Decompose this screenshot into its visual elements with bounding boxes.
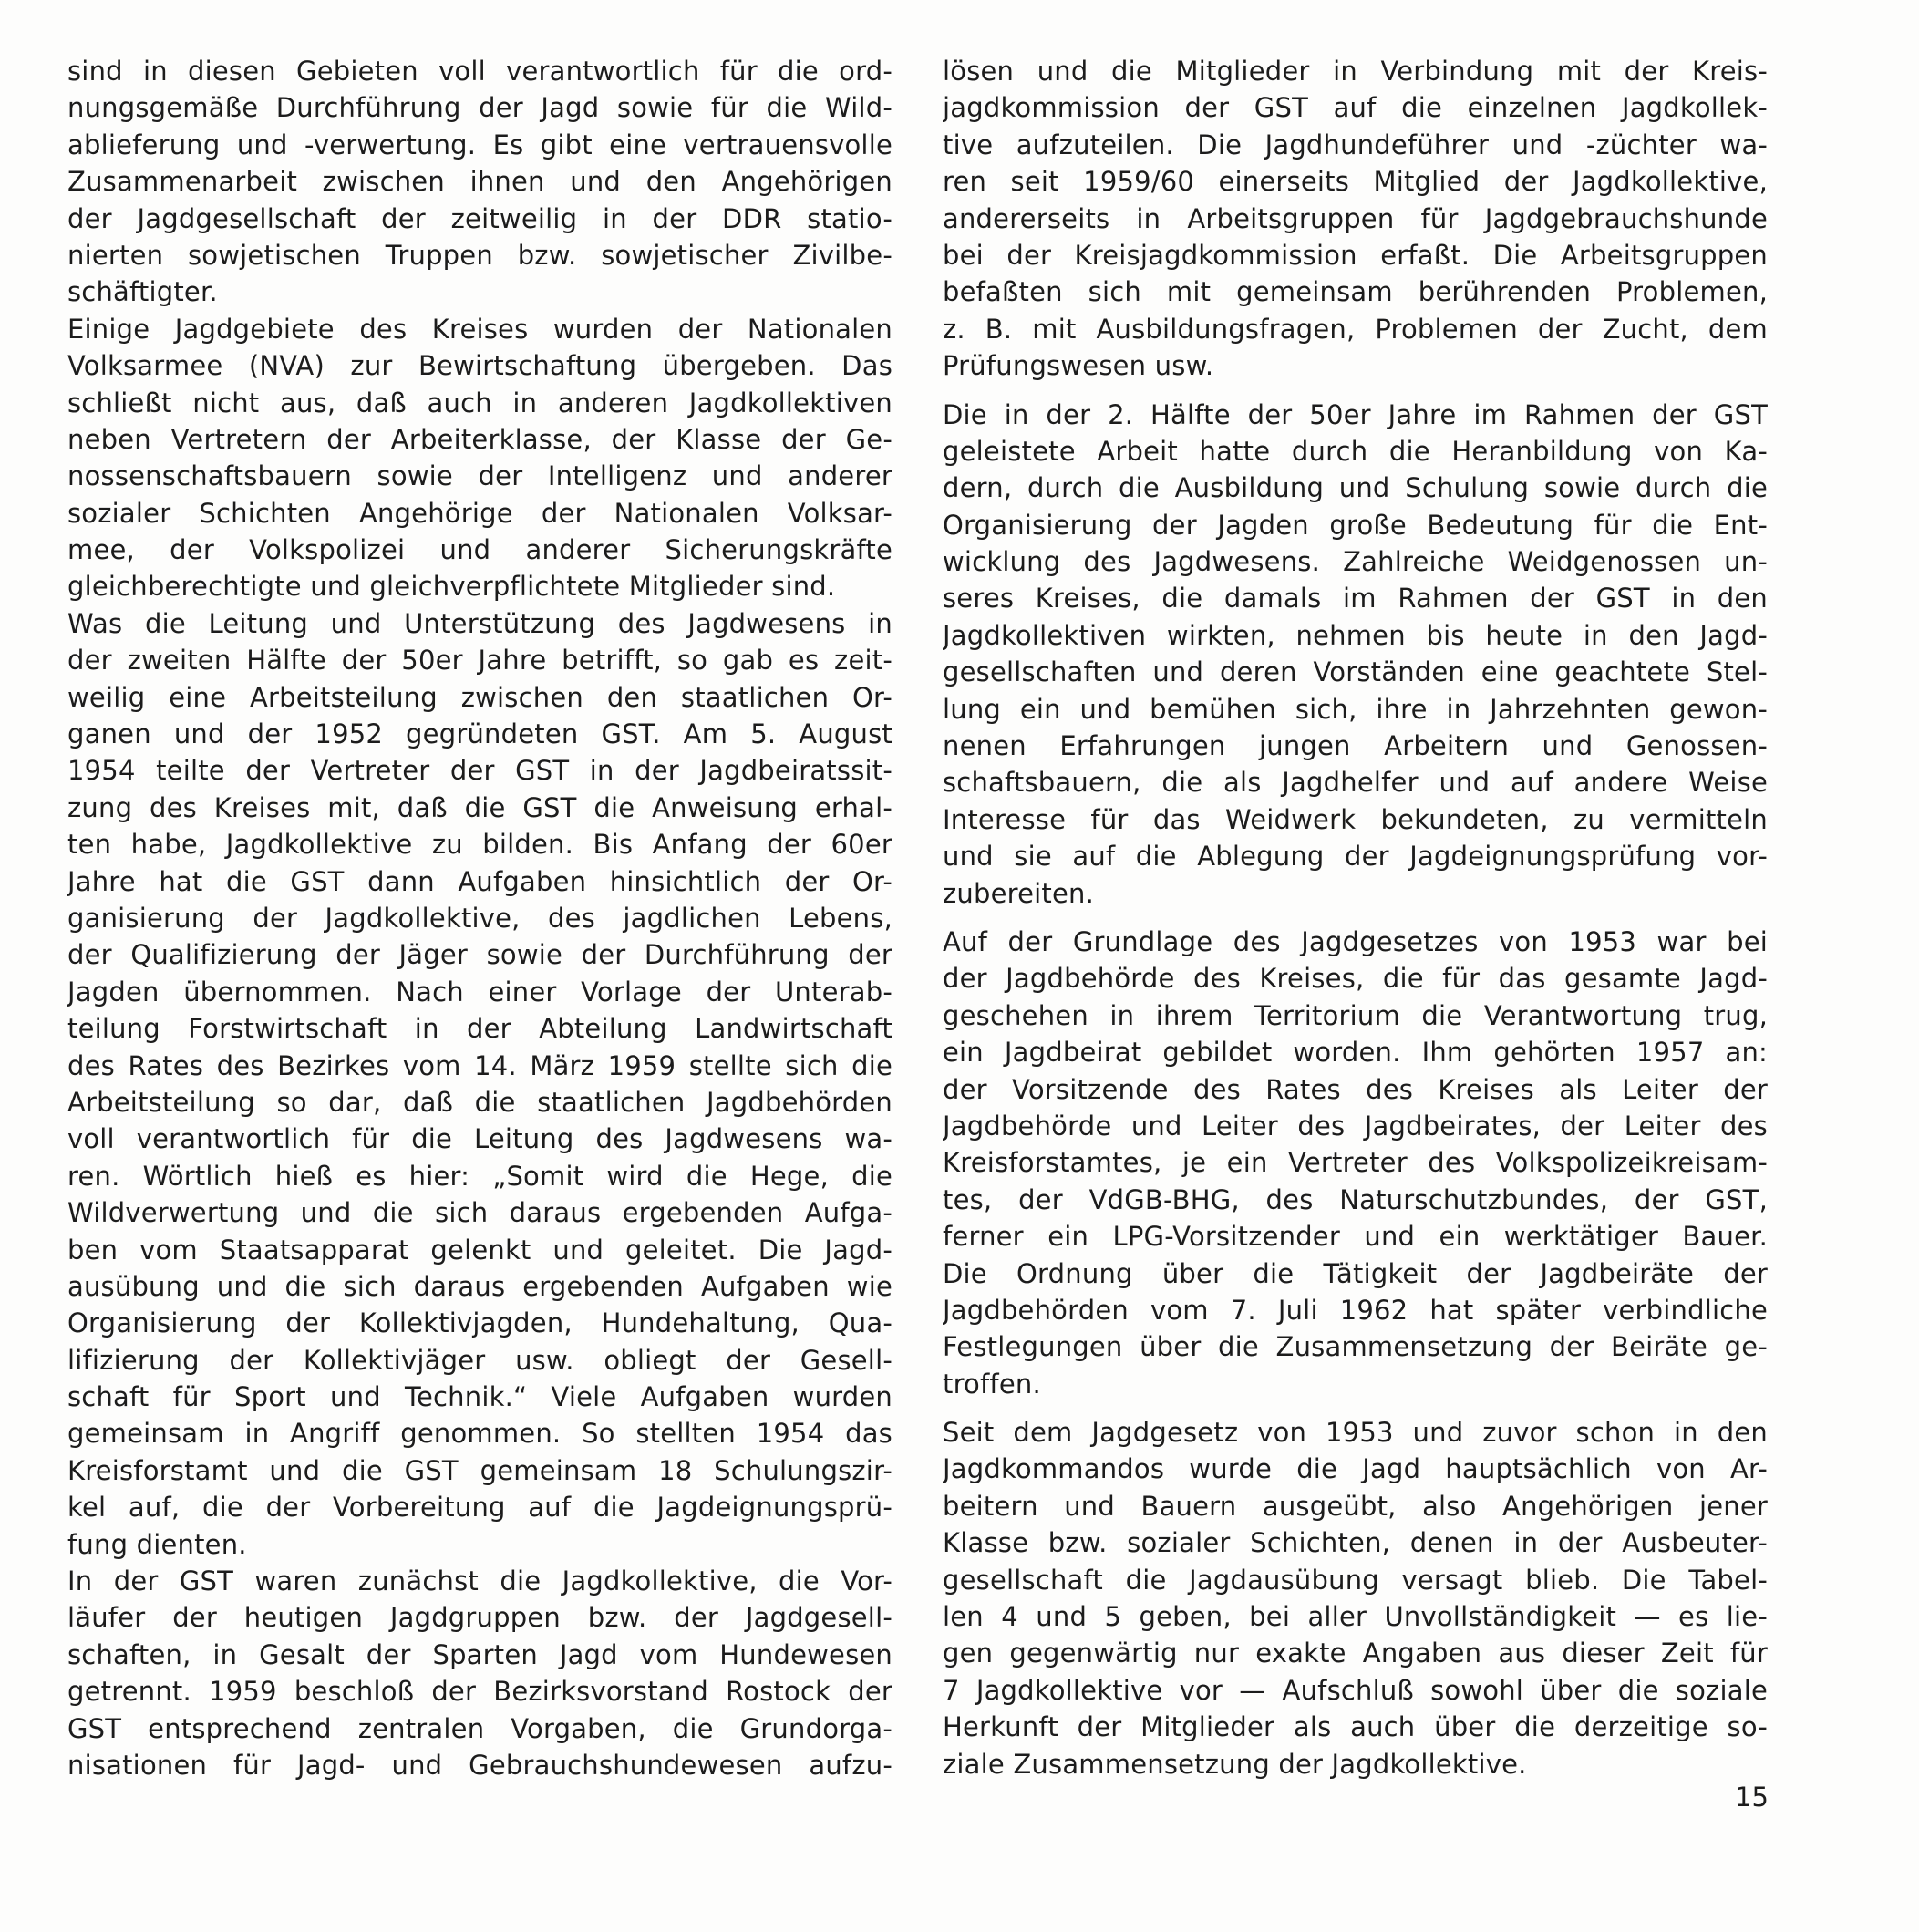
text-line: beitern und Bauern ausgeübt, also Angehörigen jener <box>943 1490 1768 1522</box>
text-line: zubereiten. <box>943 877 1095 909</box>
text-line: ferner ein LPG-Vorsitzender und ein werktätiger Bauer. <box>943 1221 1768 1253</box>
text-line: Auf der Grundlage des Jagdgesetzes von 1953 war bei <box>943 925 1768 957</box>
text-line: wicklung des Jagdwesens. Zahlreiche Weidgenossen un- <box>943 546 1768 578</box>
text-line: 7 Jagdkollektive vor — Aufschluß sowohl über die soziale <box>943 1674 1768 1706</box>
text-line: der zweiten Hälfte der 50er Jahre betrifft, so gab es zeit- <box>67 645 892 677</box>
text-line: lung ein und bemühen sich, ihre in Jahrzehnten gewon- <box>943 693 1768 725</box>
text-line: gesellschaft die Jagdausübung versagt blieb. Die Tabel- <box>943 1564 1768 1596</box>
text-line: Festlegungen über die Zusammensetzung der Beiräte ge- <box>943 1331 1768 1363</box>
text-line: ablieferung und -verwertung. Es gibt eine vertrauensvolle <box>67 129 892 160</box>
text-line: voll verantwortlich für die Leitung des Jagdwesens wa- <box>67 1123 892 1155</box>
text-line: Einige Jagdgebiete des Kreises wurden der Nationalen <box>67 313 892 345</box>
text-line: tes, der VdGB-BHG, des Naturschutzbundes, der GST, <box>943 1183 1768 1215</box>
text-line: schaft für Sport und Technik.“ Viele Aufgaben wurden <box>67 1381 892 1413</box>
text-line: Jahre hat die GST dann Aufgaben hinsichtlich der Or- <box>67 865 892 897</box>
text-line: nenen Erfahrungen jungen Arbeitern und Genossen- <box>943 730 1768 762</box>
text-line: Arbeitsteilung so dar, daß die staatlichen Jagdbehörden <box>67 1086 892 1118</box>
text-line: Prüfungswesen usw. <box>943 350 1214 382</box>
text-line: In der GST waren zunächst die Jagdkollektive, die Vor- <box>67 1565 892 1597</box>
text-line: Die Ordnung über die Tätigkeit der Jagdbeiräte der <box>943 1257 1768 1289</box>
text-line: ganisierung der Jagdkollektive, des jagdlichen Lebens, <box>67 902 892 934</box>
text-line: nossenschaftsbauern sowie der Intelligenz und anderer <box>67 460 892 492</box>
text-line: des Rates des Bezirkes vom 14. März 1959 stellte sich die <box>67 1049 892 1081</box>
text-line: schaften, in Gesalt der Sparten Jagd vom Hundewesen <box>67 1638 892 1670</box>
text-line: der Jagdbehörde des Kreises, die für das gesamte Jagd- <box>943 963 1768 995</box>
paragraph-gap <box>943 1402 1768 1414</box>
text-line: Organisierung der Jagden große Bedeutung für die Ent- <box>943 509 1768 541</box>
text-line: dern, durch die Ausbildung und Schulung sowie durch die <box>943 472 1768 504</box>
text-line: der Vorsitzende des Rates des Kreises als Leiter der <box>943 1073 1768 1105</box>
text-line: weilig eine Arbeitsteilung zwischen den staatlichen Or- <box>67 681 892 713</box>
text-line: ben vom Staatsapparat gelenkt und geleitet. Die Jagd- <box>67 1234 892 1266</box>
text-line: gen gegenwärtig nur exakte Angaben aus dieser Zeit für <box>943 1638 1768 1669</box>
text-line: GST entsprechend zentralen Vorgaben, die Grundorga- <box>67 1712 892 1744</box>
text-line: Kreisforstamt und die GST gemeinsam 18 Schulungszir- <box>67 1454 892 1486</box>
text-line: sind in diesen Gebieten voll verantwortlich für die ord- <box>67 56 892 87</box>
text-line: Jagdbehörden vom 7. Juli 1962 hat später verbindliche <box>943 1294 1768 1326</box>
text-line: jagdkommission der GST auf die einzelnen Jagdkollek- <box>943 92 1768 124</box>
text-line: ganen und der 1952 gegründeten GST. Am 5. August <box>67 718 892 750</box>
paragraph-gap <box>943 385 1768 397</box>
text-line: len 4 und 5 geben, bei aller Unvollständigkeit — es lie- <box>943 1601 1768 1633</box>
text-line: schaftsbauern, die als Jagdhelfer und auf andere Weise <box>943 767 1768 799</box>
text-line: schließt nicht aus, daß auch in anderen Jagdkollektiven <box>67 387 892 418</box>
text-line: geleistete Arbeit hatte durch die Heranbildung von Ka- <box>943 435 1768 467</box>
page-number: 15 <box>1735 1782 1769 1813</box>
left-text-column <box>67 53 892 1783</box>
text-line: Seit dem Jagdgesetz von 1953 und zuvor schon in den <box>943 1417 1768 1449</box>
text-line: getrennt. 1959 beschloß der Bezirksvorstand Rostock der <box>67 1676 892 1708</box>
text-line: Herkunft der Mitglieder als auch über die derzeitige so- <box>943 1711 1768 1743</box>
text-line: nierten sowjetischen Truppen bzw. sowjetischer Zivilbe- <box>67 239 892 271</box>
text-line: Zusammenarbeit zwischen ihnen und den Angehörigen <box>67 166 892 198</box>
text-line: Interesse für das Weidwerk bekundeten, zu vermitteln <box>943 803 1768 835</box>
right-text-column <box>943 53 1768 1782</box>
text-line: der Jagdgesellschaft der zeitweilig in der DDR statio- <box>67 202 892 234</box>
text-line: andererseits in Arbeitsgruppen für Jagdgebrauchshunde <box>943 202 1768 234</box>
text-line: fung dienten. <box>67 1528 247 1560</box>
text-line: ziale Zusammensetzung der Jagdkollektive. <box>943 1748 1527 1780</box>
text-line: Was die Leitung und Unterstützung des Jagdwesens in <box>67 607 892 639</box>
text-line: Jagdkommandos wurde die Jagd hauptsächlich von Ar- <box>943 1453 1768 1485</box>
text-line: Jagden übernommen. Nach einer Vorlage der Unterab- <box>67 976 892 1007</box>
text-line: Kreisforstamtes, je ein Vertreter des Volkspolizeikreisam- <box>943 1147 1768 1179</box>
text-line: Jagdkollektiven wirkten, nehmen bis heute in den Jagd- <box>943 619 1768 651</box>
text-line: ein Jagdbeirat gebildet worden. Ihm gehörten 1957 an: <box>943 1037 1768 1069</box>
text-line: Jagdbehörde und Leiter des Jagdbeirates, der Leiter des <box>943 1110 1768 1142</box>
paragraph-gap <box>943 912 1768 924</box>
text-line: gemeinsam in Angriff genommen. So stellten 1954 das <box>67 1418 892 1450</box>
text-line: mee, der Volkspolizei und anderer Sicherungskräfte <box>67 534 892 566</box>
text-line: ten habe, Jagdkollektive zu bilden. Bis Anfang der 60er <box>67 829 892 861</box>
text-line: seres Kreises, die damals im Rahmen der GST in den <box>943 583 1768 615</box>
text-line: gesellschaften und deren Vorständen eine geachtete Stel- <box>943 656 1768 688</box>
text-line: gleichberechtigte und gleichverpflichtete Mitglieder sind. <box>67 571 836 603</box>
text-line: läufer der heutigen Jagdgruppen bzw. der Jagdgesell- <box>67 1602 892 1634</box>
text-line: Die in der 2. Hälfte der 50er Jahre im Rahmen der GST <box>943 398 1768 430</box>
text-line: Volksarmee (NVA) zur Bewirtschaftung übergeben. Das <box>67 350 892 382</box>
text-line: Wildverwertung und die sich daraus ergebenden Aufga- <box>67 1197 892 1229</box>
text-line: nisationen für Jagd- und Gebrauchshundewesen aufzu- <box>67 1749 892 1781</box>
text-line: troffen. <box>943 1368 1041 1400</box>
text-line: neben Vertretern der Arbeiterklasse, der Klasse der Ge- <box>67 423 892 455</box>
text-line: ren seit 1959/60 einerseits Mitglied der Jagdkollektive, <box>943 166 1768 198</box>
text-line: befaßten sich mit gemeinsam berührenden Problemen, <box>943 276 1768 308</box>
text-line: zung des Kreises mit, daß die GST die Anweisung erhal- <box>67 791 892 823</box>
text-line: und sie auf die Ablegung der Jagdeignungsprüfung vor- <box>943 841 1768 873</box>
text-line: schäftigter. <box>67 276 218 308</box>
text-line: kel auf, die der Vorbereitung auf die Jagdeignungsprü- <box>67 1492 892 1524</box>
text-line: der Qualifizierung der Jäger sowie der Durchführung der <box>67 939 892 971</box>
text-line: nungsgemäße Durchführung der Jagd sowie für die Wild- <box>67 92 892 124</box>
text-line: sozialer Schichten Angehörige der Nationalen Volksar- <box>67 497 892 529</box>
text-line: 1954 teilte der Vertreter der GST in der Jagdbeiratssit- <box>67 755 892 787</box>
text-line: bei der Kreisjagdkommission erfaßt. Die Arbeitsgruppen <box>943 239 1768 271</box>
text-line: Organisierung der Kollektivjagden, Hundehaltung, Qua- <box>67 1307 892 1339</box>
text-line: lösen und die Mitglieder in Verbindung mit der Kreis- <box>943 56 1768 87</box>
text-line: ren. Wörtlich hieß es hier: „Somit wird die Hege, die <box>67 1160 892 1192</box>
text-line: z. B. mit Ausbildungsfragen, Problemen der Zucht, dem <box>943 313 1768 345</box>
text-line: lifizierung der Kollektivjäger usw. obliegt der Gesell- <box>67 1344 892 1376</box>
text-line: ausübung und die sich daraus ergebenden Aufgaben wie <box>67 1270 892 1302</box>
text-line: teilung Forstwirtschaft in der Abteilung Landwirtschaft <box>67 1013 892 1045</box>
text-line: Klasse bzw. sozialer Schichten, denen in der Ausbeuter- <box>943 1527 1768 1559</box>
text-line: tive aufzuteilen. Die Jagdhundeführer und -züchter wa- <box>943 129 1768 160</box>
text-line: geschehen in ihrem Territorium die Verantwortung trug, <box>943 999 1768 1031</box>
